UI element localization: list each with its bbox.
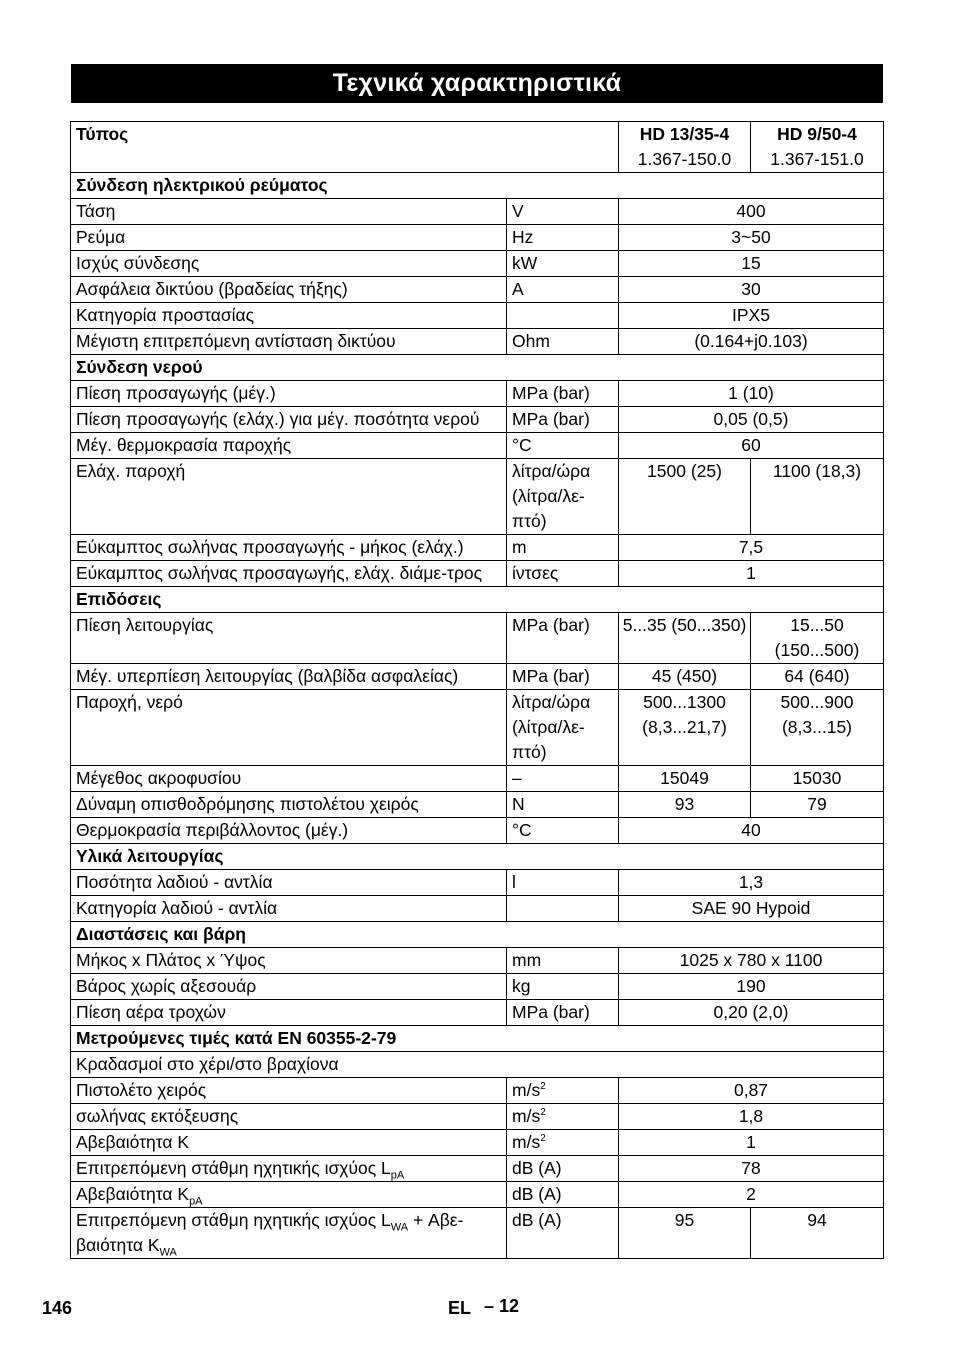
table-row	[71, 407, 884, 433]
table-row	[71, 199, 884, 225]
model2-value: 15...50 (150...500)	[751, 613, 884, 664]
table-row	[71, 1052, 884, 1078]
parameter-text: Θερμοκρασία περιβάλλοντος (μέγ.)	[76, 820, 349, 840]
shared-value: 1,8	[619, 1104, 884, 1130]
type-label: Τύπος	[71, 122, 619, 173]
parameter-text: Εύκαμπτος σωλήνας προσαγωγής, ελάχ. διάμε-τρος	[76, 563, 483, 583]
unit-text: N	[512, 794, 525, 814]
shared-value: 2	[619, 1182, 884, 1208]
model1-name: HD 13/35-4	[639, 124, 730, 144]
section-header-row	[71, 844, 884, 870]
model2-value: 94	[751, 1208, 884, 1259]
parameter-text: Πίεση προσαγωγής (μέγ.)	[76, 383, 276, 403]
parameter-label	[71, 1000, 507, 1026]
unit-text: dB (A)	[512, 1184, 562, 1204]
unit-cell	[507, 613, 619, 664]
unit-cell	[507, 766, 619, 792]
unit-cell	[507, 690, 619, 766]
shared-value: 60	[619, 433, 884, 459]
unit-superscript: 2	[540, 1133, 546, 1145]
parameter-subscript: WA	[159, 1246, 177, 1259]
model1-number: 1.367-150.0	[637, 149, 732, 169]
unit-text: MPa (bar)	[512, 383, 590, 403]
unit-text: MPa (bar)	[512, 615, 590, 635]
parameter-label	[71, 407, 507, 433]
section-title: Διαστάσεις και βάρη	[71, 922, 884, 948]
table-row	[71, 690, 884, 766]
table-row	[71, 1130, 884, 1156]
section-header-row	[71, 587, 884, 613]
unit-text: kg	[512, 976, 531, 996]
unit-text: A	[512, 279, 524, 299]
model2-value: 64 (640)	[751, 664, 884, 690]
unit-cell	[507, 535, 619, 561]
unit-cell	[507, 948, 619, 974]
unit-text: λίτρα/ώρα (λίτρα/λε-πτό)	[512, 692, 591, 762]
parameter-subscript: pA	[390, 1169, 405, 1182]
shared-value: 1 (10)	[619, 381, 884, 407]
table-row	[71, 303, 884, 329]
parameter-subscript: WA	[390, 1221, 409, 1234]
model2-name: HD 9/50-4	[777, 124, 857, 144]
parameter-label	[71, 225, 507, 251]
unit-text: V	[512, 201, 524, 221]
section-page-number: – 12	[484, 1296, 520, 1316]
parameter-text: Ρεύμα	[76, 227, 126, 247]
model1-value: 500...1300 (8,3...21,7)	[619, 690, 751, 766]
table-row	[71, 1182, 884, 1208]
unit-text: m/s	[512, 1080, 541, 1100]
table-row	[71, 896, 884, 922]
unit-text: m/s	[512, 1106, 541, 1126]
table-row	[71, 870, 884, 896]
parameter-label	[71, 948, 507, 974]
shared-value: IPX5	[619, 303, 884, 329]
shared-value: 78	[619, 1156, 884, 1182]
shared-value: 7,5	[619, 535, 884, 561]
table-row	[71, 1078, 884, 1104]
parameter-text: σωλήνας εκτόξευσης	[76, 1106, 239, 1126]
table-row	[71, 613, 884, 664]
parameter-label	[71, 329, 507, 355]
table-row	[71, 1156, 884, 1182]
parameter-text: Τάση	[76, 201, 116, 221]
table-row	[71, 1000, 884, 1026]
page-title: Τεχνικά χαρακτηριστικά	[332, 69, 622, 97]
parameter-label	[71, 613, 507, 664]
parameter-label	[71, 664, 507, 690]
model1-value: 1500 (25)	[619, 459, 751, 535]
unit-cell	[507, 1104, 619, 1130]
parameter-label	[71, 277, 507, 303]
parameter-label	[71, 1208, 507, 1259]
table-row	[71, 535, 884, 561]
parameter-label	[71, 303, 507, 329]
unit-text: mm	[512, 950, 542, 970]
unit-cell	[507, 561, 619, 587]
section-title: Σύνδεση νερού	[71, 355, 884, 381]
unit-text: Ohm	[512, 331, 550, 351]
parameter-label	[71, 381, 507, 407]
shared-value: 1	[619, 561, 884, 587]
shared-value: 0,05 (0,5)	[619, 407, 884, 433]
section-header-row	[71, 355, 884, 381]
parameter-label	[71, 199, 507, 225]
table-row	[71, 561, 884, 587]
table-row	[71, 792, 884, 818]
shared-value: 190	[619, 974, 884, 1000]
unit-text: m	[512, 537, 527, 557]
model2-value: 1100 (18,3)	[751, 459, 884, 535]
parameter-text-continued: + Αβε-βαιότητα K	[76, 1210, 464, 1255]
table-row	[71, 251, 884, 277]
shared-value: (0.164+j0.103)	[619, 329, 884, 355]
subsection-label: Κραδασμοί στο χέρι/στο βραχίονα	[71, 1052, 884, 1078]
parameter-text: Πίεση λειτουργίας	[76, 615, 214, 635]
model1-value: 45 (450)	[619, 664, 751, 690]
shared-value: SAE 90 Hypoid	[619, 896, 884, 922]
model1-cell	[619, 122, 751, 173]
parameter-text: Κατηγορία προστασίας	[76, 305, 255, 325]
unit-cell	[507, 459, 619, 535]
parameter-text: Βάρος χωρίς αξεσουάρ	[76, 976, 257, 996]
unit-text: –	[512, 768, 522, 788]
parameter-text: Μέγ. θερμοκρασία παροχής	[76, 435, 292, 455]
parameter-label	[71, 1104, 507, 1130]
unit-text: ίντσες	[512, 563, 559, 583]
parameter-subscript: pA	[189, 1195, 203, 1208]
parameter-text: Εύκαμπτος σωλήνας προσαγωγής - μήκος (ελάχ.)	[76, 537, 464, 557]
unit-text: MPa (bar)	[512, 666, 590, 686]
unit-cell	[507, 1156, 619, 1182]
shared-value: 1	[619, 1130, 884, 1156]
parameter-label	[71, 1156, 507, 1182]
shared-value: 1025 x 780 x 1100	[619, 948, 884, 974]
unit-cell	[507, 251, 619, 277]
model1-value: 5...35 (50...350)	[619, 613, 751, 664]
parameter-text: Μέγ. υπερπίεση λειτουργίας (βαλβίδα ασφαλείας)	[76, 666, 459, 686]
parameter-label	[71, 766, 507, 792]
parameter-text: Ποσότητα λαδιού - αντλία	[76, 872, 273, 892]
unit-cell	[507, 1078, 619, 1104]
shared-value: 400	[619, 199, 884, 225]
model2-value: 500...900 (8,3...15)	[751, 690, 884, 766]
table-row	[71, 329, 884, 355]
parameter-text: Ελάχ. παροχή	[76, 461, 186, 481]
table-row	[71, 433, 884, 459]
unit-cell	[507, 407, 619, 433]
parameter-text: Μέγιστη επιτρεπόμενη αντίσταση δικτύου	[76, 331, 396, 351]
parameter-text: Επιτρεπόμενη στάθμη ηχητικής ισχύος L	[76, 1210, 391, 1230]
unit-text: m/s	[512, 1132, 541, 1152]
unit-cell	[507, 329, 619, 355]
unit-cell	[507, 1208, 619, 1259]
table-row	[71, 818, 884, 844]
parameter-text: Αβεβαιότητα K	[76, 1132, 190, 1152]
unit-text: MPa (bar)	[512, 409, 590, 429]
parameter-label	[71, 251, 507, 277]
page-title-bar	[71, 64, 883, 103]
parameter-label	[71, 459, 507, 535]
table-row	[71, 459, 884, 535]
table-row	[71, 766, 884, 792]
parameter-text: Κατηγορία λαδιού - αντλία	[76, 898, 278, 918]
section-header-row	[71, 1026, 884, 1052]
shared-value: 1,3	[619, 870, 884, 896]
unit-text: MPa (bar)	[512, 1002, 590, 1022]
model2-value: 15030	[751, 766, 884, 792]
shared-value: 30	[619, 277, 884, 303]
table-row	[71, 225, 884, 251]
parameter-text: Επιτρεπόμενη στάθμη ηχητικής ισχύος L	[76, 1158, 391, 1178]
parameter-text: Παροχή, νερό	[76, 692, 183, 712]
language-code: EL	[448, 1298, 472, 1318]
section-title: Επιδόσεις	[71, 587, 884, 613]
table-row	[71, 1208, 884, 1259]
table-row	[71, 277, 884, 303]
parameter-text: Μέγεθος ακροφυσίου	[76, 768, 242, 788]
parameter-label	[71, 535, 507, 561]
parameter-text: Ασφάλεια δικτύου (βραδείας τήξης)	[76, 279, 348, 299]
section-title: Υλικά λειτουργίας	[71, 844, 884, 870]
section-title: Σύνδεση ηλεκτρικού ρεύματος	[71, 173, 884, 199]
parameter-label	[71, 870, 507, 896]
parameter-text: Πίεση προσαγωγής (ελάχ.) για μέγ. ποσότητα νερού	[76, 409, 480, 429]
unit-cell	[507, 664, 619, 690]
unit-cell	[507, 199, 619, 225]
parameter-text: Αβεβαιότητα K	[76, 1184, 190, 1204]
unit-text: dB (A)	[512, 1158, 562, 1178]
parameter-label	[71, 896, 507, 922]
parameter-text: Δύναμη οπισθοδρόμησης πιστολέτου χειρός	[76, 794, 419, 814]
parameter-text: Ισχύς σύνδεσης	[76, 253, 200, 273]
section-header-row	[71, 922, 884, 948]
model2-cell	[751, 122, 884, 173]
unit-cell	[507, 1182, 619, 1208]
table-row	[71, 1104, 884, 1130]
parameter-label	[71, 1182, 507, 1208]
unit-cell	[507, 433, 619, 459]
model1-value: 93	[619, 792, 751, 818]
shared-value: 0,20 (2,0)	[619, 1000, 884, 1026]
table-row	[71, 664, 884, 690]
parameter-text: Πιστολέτο χειρός	[76, 1080, 207, 1100]
unit-cell	[507, 896, 619, 922]
unit-superscript: 2	[540, 1107, 546, 1119]
model1-value: 95	[619, 1208, 751, 1259]
unit-text: l	[512, 872, 516, 892]
parameter-label	[71, 690, 507, 766]
table-row	[71, 381, 884, 407]
unit-cell	[507, 818, 619, 844]
shared-value: 3~50	[619, 225, 884, 251]
model1-value: 15049	[619, 766, 751, 792]
table-header-row	[71, 122, 884, 173]
section-header-row	[71, 173, 884, 199]
parameter-label	[71, 433, 507, 459]
unit-cell	[507, 870, 619, 896]
unit-text: °C	[512, 820, 532, 840]
table-row	[71, 948, 884, 974]
parameter-label	[71, 818, 507, 844]
shared-value: 15	[619, 251, 884, 277]
model2-value: 79	[751, 792, 884, 818]
unit-cell	[507, 225, 619, 251]
unit-text: dB (A)	[512, 1210, 562, 1230]
unit-cell	[507, 303, 619, 329]
parameter-label	[71, 1078, 507, 1104]
specs-table	[70, 121, 884, 1259]
page-number: 146	[42, 1298, 73, 1318]
parameter-label	[71, 974, 507, 1000]
model2-number: 1.367-151.0	[770, 149, 864, 169]
table-row	[71, 974, 884, 1000]
parameter-label	[71, 1130, 507, 1156]
unit-cell	[507, 974, 619, 1000]
unit-superscript: 2	[540, 1081, 546, 1093]
unit-text: kW	[512, 253, 538, 273]
parameter-label	[71, 792, 507, 818]
section-title: Μετρούμενες τιμές κατά EN 60355-2-79	[71, 1026, 884, 1052]
unit-text: λίτρα/ώρα (λίτρα/λε-πτό)	[512, 461, 591, 531]
unit-cell	[507, 381, 619, 407]
shared-value: 40	[619, 818, 884, 844]
parameter-label	[71, 561, 507, 587]
shared-value: 0,87	[619, 1078, 884, 1104]
parameter-text: Μήκος x Πλάτος x Ύψος	[76, 950, 266, 970]
unit-cell	[507, 1000, 619, 1026]
unit-cell	[507, 1130, 619, 1156]
unit-text: °C	[512, 435, 532, 455]
unit-cell	[507, 277, 619, 303]
unit-cell	[507, 792, 619, 818]
parameter-text: Πίεση αέρα τροχών	[76, 1002, 226, 1022]
unit-text: Hz	[512, 227, 534, 247]
